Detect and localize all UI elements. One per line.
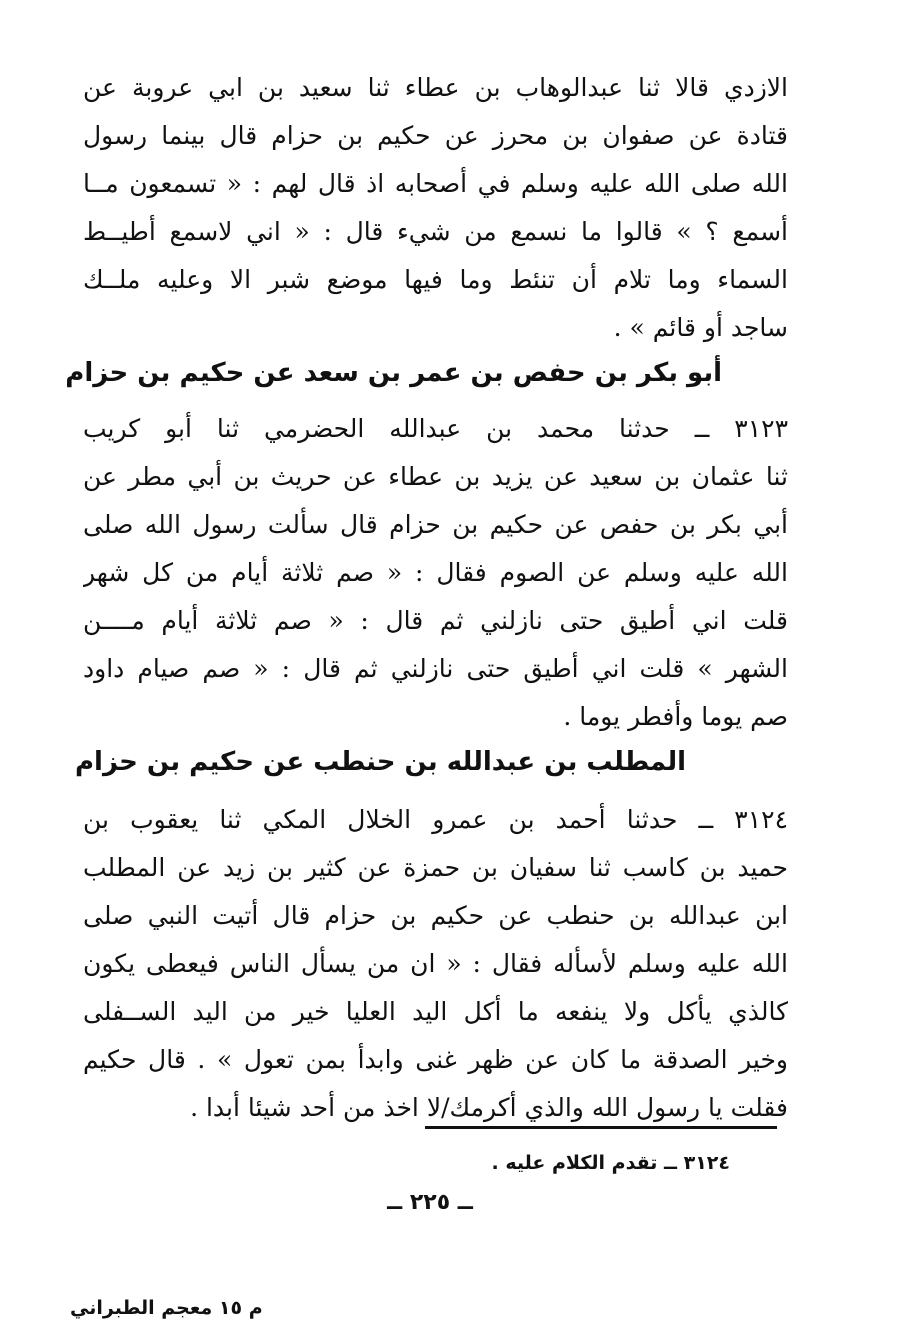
text-line: ٣١٢٣ ــ حدثنا محمد بن عبدالله الحضرمي ثنا أبو كريب	[83, 414, 788, 443]
hadith-3123	[83, 405, 788, 741]
text-line: الله عليه وسلم عن الصوم فقال : « صم ثلاثة أيام من كل شهر	[83, 558, 788, 587]
text-line: ابن عبدالله بن حنطب عن حكيم بن حزام قال أتيت النبي صلى	[83, 901, 788, 930]
text-line: وخير الصدقة ما كان عن ظهر غنى وابدأ بمن تعول » . قال حكيم	[83, 1045, 788, 1074]
text-line: الازدي قالا ثنا عبدالوهاب بن عطاء ثنا سعيد بن ابي عروبة عن	[83, 73, 788, 102]
section-heading: أبو بكر بن حفص بن عمر بن سعد عن حكيم بن حزام	[65, 358, 722, 388]
hadith-3124	[83, 796, 788, 1132]
text-line: حميد بن كاسب ثنا سفيان بن حمزة عن كثير بن زيد عن المطلب	[83, 853, 788, 882]
footnote: ٣١٢٤ ــ تقدم الكلام عليه .	[491, 1152, 730, 1174]
printer-signature: م ١٥ معجم الطبراني	[70, 1297, 263, 1319]
paragraph-continuation	[83, 64, 788, 352]
text-line: ثنا عثمان بن سعيد عن يزيد بن عطاء عن حريث بن أبي مطر عن	[83, 462, 788, 491]
text-line: ساجد أو قائم » .	[613, 313, 788, 342]
text-line: أبي بكر بن حفص عن حكيم بن حزام قال سألت رسول الله صلى	[83, 510, 788, 539]
text-line: الله عليه وسلم لأسأله فقال : « ان من يسأل الناس فيعطى يكون	[83, 949, 788, 978]
text-line: قلت اني أطيق حتى نازلني ثم قال : « صم ثلاثة أيام مــــن	[83, 606, 788, 635]
text-line: السماء وما تلام أن تنئط وما فيها موضع شبر الا وعليه ملــك	[83, 265, 788, 294]
text-line: كالذي يأكل ولا ينفعه ما أكل اليد العليا خير من اليد الســفلى	[83, 997, 788, 1026]
text-line: قتادة عن صفوان بن محرز عن حكيم بن حزام قال بينما رسول	[83, 121, 788, 150]
text-line: أسمع ؟ » قالوا ما نسمع من شيء قال : « اني لاسمع أطيــط	[83, 217, 788, 246]
footnote-divider	[425, 1126, 777, 1129]
text-line: فقلت يا رسول الله والذي أكرمك/لا اخذ من أحد شيئا أبدا .	[190, 1093, 788, 1122]
text-line: ٣١٢٤ ــ حدثنا أحمد بن عمرو الخلال المكي ثنا يعقوب بن	[83, 805, 788, 834]
text-line: الله صلى الله عليه وسلم في أصحابه اذ قال لهم : « تسمعون مــا	[83, 169, 788, 198]
text-line: الشهر » قلت اني أطيق حتى نازلني ثم قال : « صم صيام داود	[83, 654, 788, 683]
section-heading: المطلب بن عبدالله بن حنطب عن حكيم بن حزام	[74, 747, 686, 777]
text-line: صم يوما وأفطر يوما .	[563, 702, 788, 731]
page-number: ــ ٢٢٥ ــ	[387, 1190, 473, 1215]
